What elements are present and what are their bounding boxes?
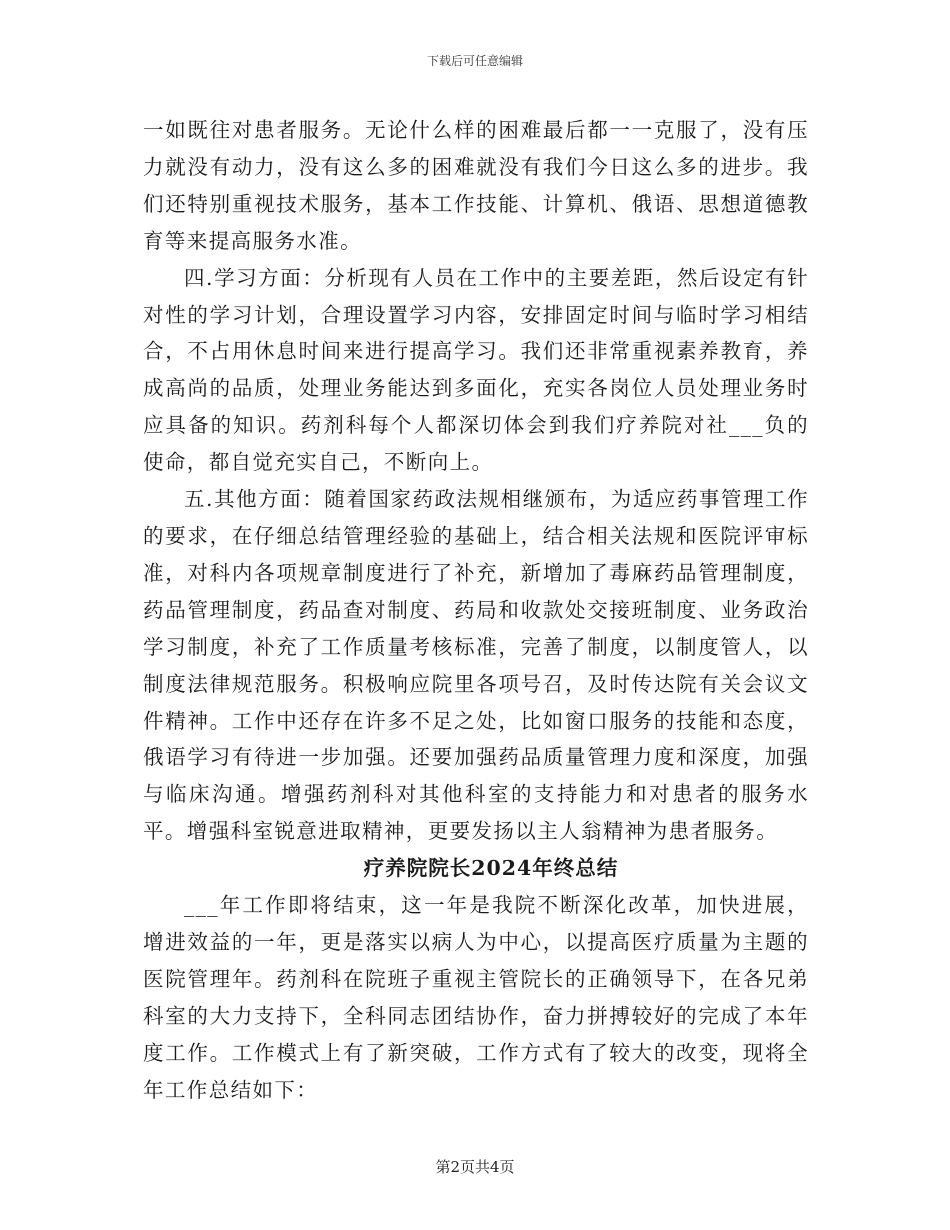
document-body bbox=[143, 112, 809, 1108]
paragraph-continuation: 一如既往对患者服务。无论什么样的困难最后都一一克服了，没有压力就没有动力，没有这么多的困难就没有我们今日这么多的进步。我们还特别重视技术服务，基本工作技能、计算机、俄语、思想道德教育等来提高服务水准。 bbox=[143, 118, 809, 253]
paragraph-other: 五.其他方面：随着国家药政法规相继颁布，为适应药事管理工作的要求，在仔细总结管理经验的基础上，结合相关法规和医院评审标准，对科内各项规章制度进行了补充，新增加了毒麻药品管理制度，药品管理制度，药品查对制度、药局和收款处交接班制度、业务政治学习制度，补充了工作质量考核标准，完善了制度，以制度管人，以制度法律规范服务。积极响应院里各项号召，及时传达院有关会议文件精神。工作中还存在许多不足之处，比如窗口服务的技能和态度，俄语学习有待进一步加强。还要加强药品质量管理力度和深度，加强与临床沟通。增强药剂科对其他科室的支持能力和对患者的服务水平。增强科室锐意进取精神，更要发扬以主人翁精神为患者服务。 bbox=[143, 487, 809, 844]
page-footer: 第2页共4页 bbox=[435, 1158, 515, 1176]
page-header: 下载后可任意编辑 bbox=[426, 54, 523, 68]
section-title: 疗养院院长2024年终总结 bbox=[363, 856, 619, 881]
paragraph-summary-intro: ___年工作即将结束，这一年是我院不断深化改革，加快进展，增进效益的一年，更是落实以病人为中心，以提高医疗质量为主题的医院管理年。药剂科在院班子重视主管院长的正确领导下，在各兄弟科室的大力支持下，全科同志团结协作，奋力拼搏较好的完成了本年度工作。工作模式上有了新突破，工作方式有了较大的改变，现将全年工作总结如下： bbox=[143, 893, 809, 1102]
paragraph-study: 四.学习方面：分析现有人员在工作中的主要差距，然后设定有针对性的学习计划，合理设置学习内容，安排固定时间与临时学习相结合，不占用休息时间来进行提高学习。我们还非常重视素养教育，养成高尚的品质，处理业务能达到多面化，充实各岗位人员处理业务时应具备的知识。药剂科每个人都深切体会到我们疗养院对社___负的使命，都自觉充实自己，不断向上。 bbox=[143, 265, 809, 475]
